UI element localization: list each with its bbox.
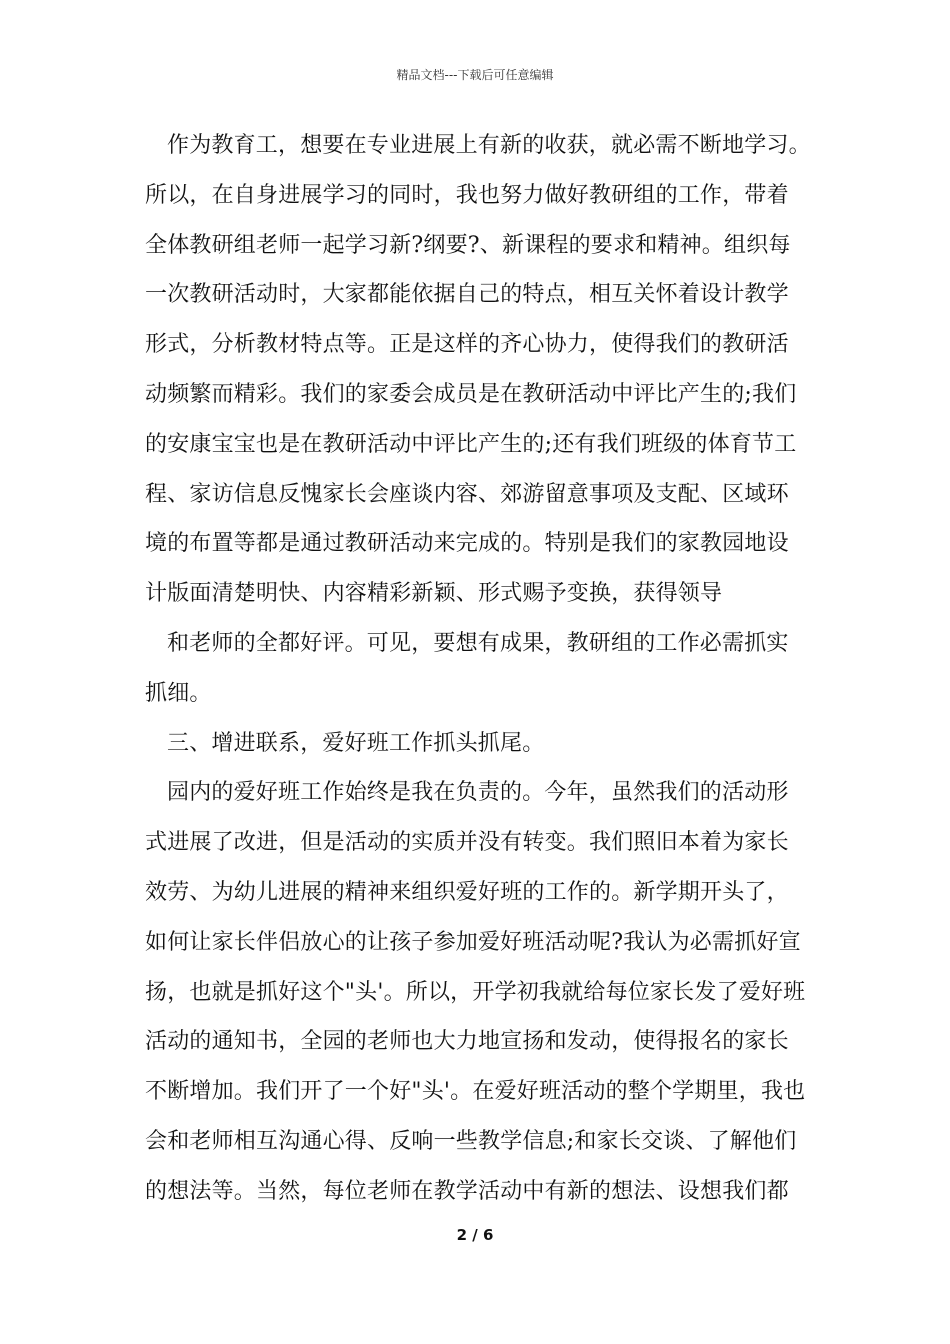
text-line: 园内的爱好班工作始终是我在负责的。今年，虽然我们的活动形 [167,780,789,806]
text-line: 活动的通知书，全园的老师也大力地宣扬和发动，使得报名的家长 [145,1029,789,1055]
page-number: 2 / 6 [456,1226,494,1244]
text-line: 动频繁而精彩。我们的家委会成员是在教研活动中评比产生的;我们 [145,381,797,407]
text-line: 的想法等。当然，每位老师在教学活动中有新的想法、设想我们都 [145,1178,789,1204]
text-line: 作为教育工，想要在专业进展上有新的收获，就必需不断地学习。 [167,133,811,158]
text-line: 效劳、为幼儿进展的精神来组织爱好班的工作的。新学期开头了， [145,879,789,905]
text-line: 形式，分析教材特点等。正是这样的齐心协力，使得我们的教研活 [145,332,789,358]
text-line: 会和老师相互沟通心得、反响一些教学信息;和家长交谈、了解他们 [145,1128,797,1154]
text-line: 一次教研活动时，大家都能依据自己的特点，相互关怀着设计教学 [145,282,789,308]
text-line: 计版面清楚明快、内容精彩新颖、形式赐予变换，获得领导 [145,581,723,607]
text-line: 所以，在自身进展学习的同时，我也努力做好教研组的工作，带着 [145,182,789,208]
page-header: 精品文档---下载后可任意编辑 [396,68,554,82]
section-heading: 三、增进联系，爱好班工作抓头抓尾。 [167,730,545,756]
text-line: 的安康宝宝也是在教研活动中评比产生的;还有我们班级的体育节工 [145,431,797,457]
text-line: 抓细。 [145,680,212,706]
text-line: 全体教研组老师一起学习新?纲要?、新课程的要求和精神。组织每 [145,232,791,258]
text-line: 式进展了改进，但是活动的实质并没有转变。我们照旧本着为家长 [145,830,789,856]
text-line: 不断增加。我们开了一个好"头'。在爱好班活动的整个学期里，我也 [145,1079,806,1105]
document-body [145,126,815,1222]
text-line: 境的布置等都是通过教研活动来完成的。特别是我们的家教园地设 [145,531,789,557]
text-line: 扬，也就是抓好这个"头'。所以，开学初我就给每位家长发了爱好班 [145,979,806,1005]
text-line: 和老师的全都好评。可见，要想有成果，教研组的工作必需抓实 [167,630,789,656]
text-line: 如何让家长伴侣放心的让孩子参加爱好班活动呢?我认为必需抓好宣 [145,929,801,955]
text-line: 程、家访信息反愧家长会座谈内容、郊游留意事项及支配、区域环 [145,481,789,507]
